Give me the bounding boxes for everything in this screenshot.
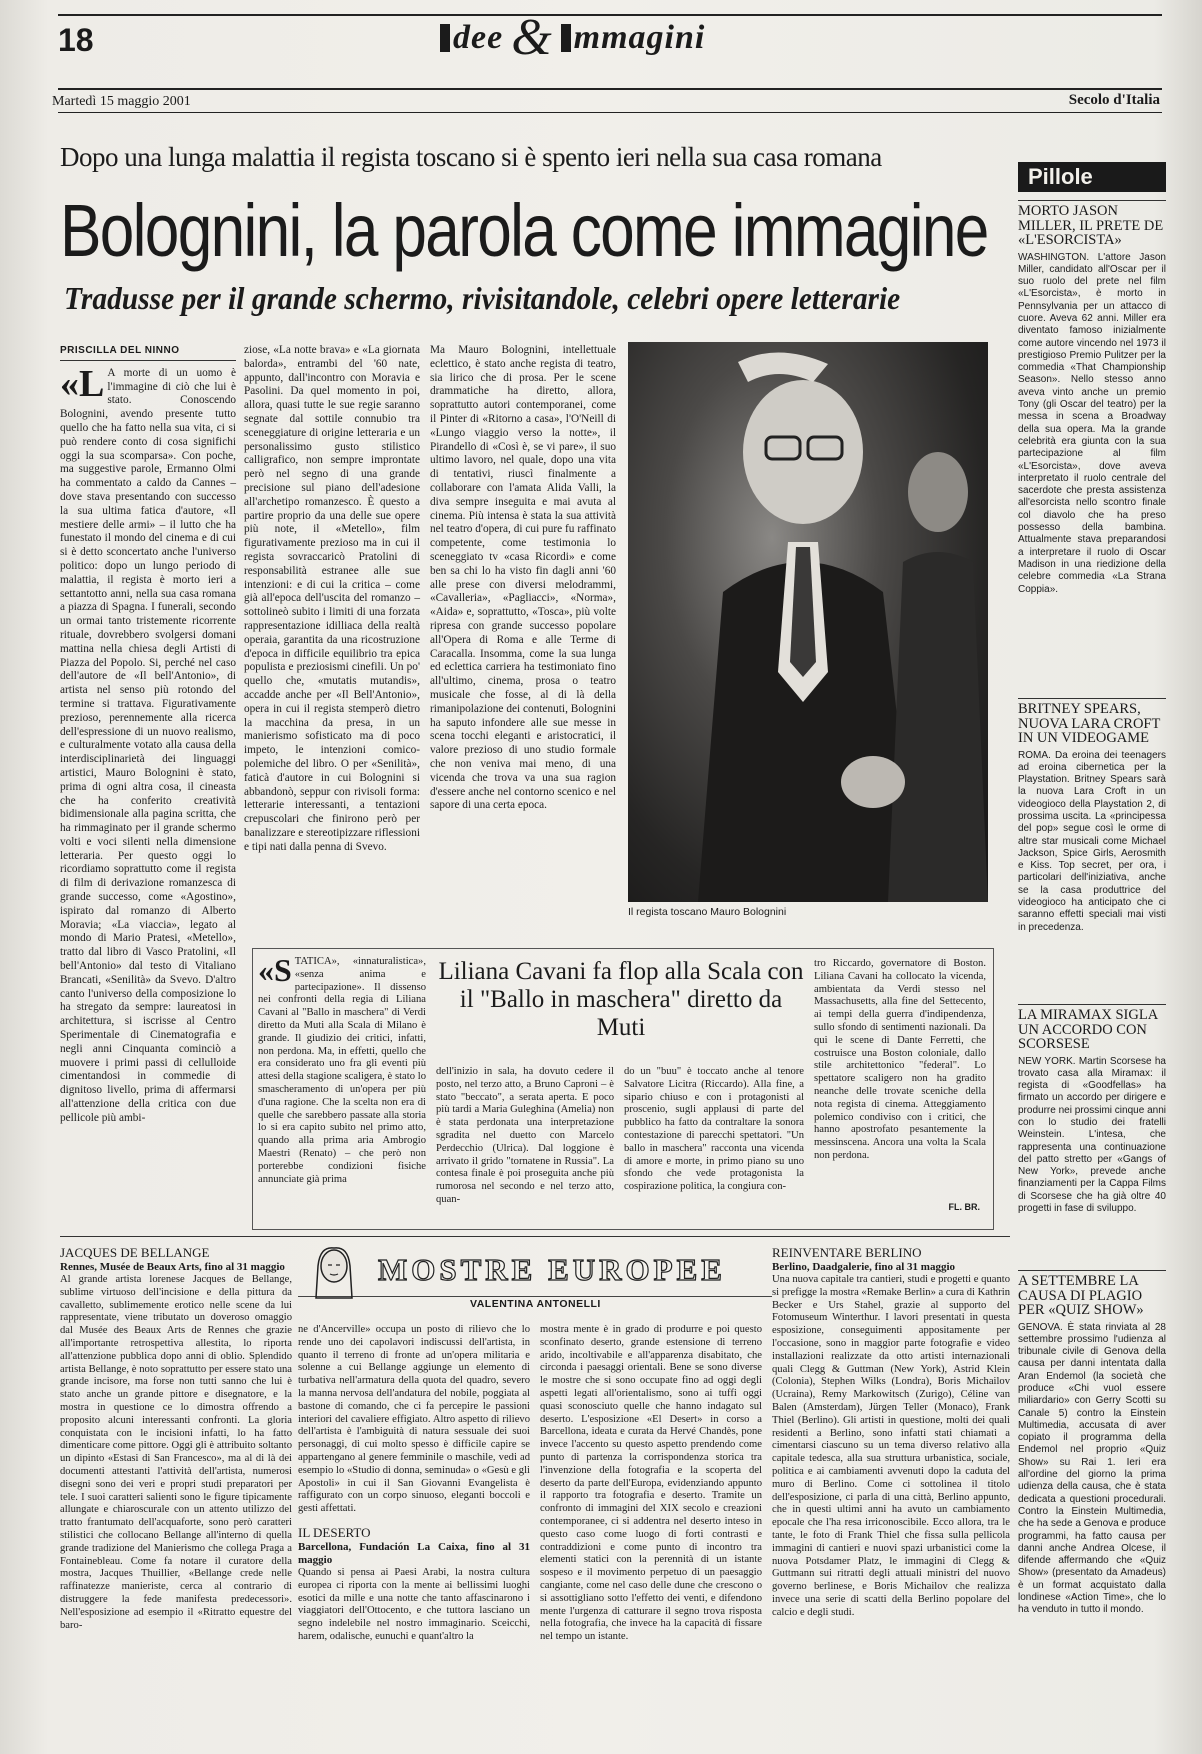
deserto-place: Barcellona, Fundación La Caixa, fino al 31 maggio (298, 1540, 530, 1566)
bellange-text-cont: ne d'Ancerville» occupa un posto di rilievo che lo rende uno dei capolavori indiscussi dell'artista, in quanto il terreno di fronte ad un'opera militaria e solenne a cui Bellange aggiunge un elemento di turbativa nell'armatura della quota del quadro, severo la manna nervosa dell'andatura del nobile, poggiata al bastone di comando, che ci fa percepire le passioni interiori del cavaliere effigiato. Altro aspetto di rilievo dell'artista è l'ambiguità di natura sessuale dei suoi personaggi, di cui molto spesso è difficile capire se appartengano al genere femminile o maschile, vedi ad esempio lo «Studio di donna, seminuda» o «Gesù e gli Apostoli» in cui il San Giovanni Evangelista è raffigurato con un corpo sinuoso, eleganti boccoli e gesti affettati. (298, 1324, 530, 1515)
cavani-column-3 (624, 1066, 804, 1222)
article-col1-text: A morte di un uomo è l'immagine di ciò che lui è stato. Conoscendo Bolognini, avendo presente tutto quello che ha fatto nella sua vita, ci si può rendere conto di cosa significhi oggi la sua scomparsa». Con poche, ma suggestive parole, Ermanno Olmi ha commentato a caldo da Cannes – dove stava presentando con successo la sua ultima fatica d'autore, «Il mestiere delle armi» – il lutto che ha funestato il mondo del cinema e di cui si è detto sconcertato anche l'universo politico: dopo un lungo periodo di malattia, il regista è morto ieri a settantotto anni, nella sua casa romana a piazza di Spagna. I funerali, secondo un ormai tanto tristemente ricorrente rituale, dovrebbero svolgersi domani mattina nella chiesa degli Artisti di Piazza del Popolo. Si, perché nel caso dell'autore de «Il bell'Antonio», di artista nel senso più rotondo del termine si trattava. Figurativamente prezioso, perennemente alla ricerca dell'espressione di un nuovo realismo, e culturalmente votato alla causa della interdisciplinarietà dei linguaggi artistici, Mauro Bolognini è stato, prima di ogni altra cosa, il cineasta che ha conferito creatività bidimensionale alla pagina scritta, che ha rimmaginato per il grande schermo volti e voci silenti nella dimensione letteraria. Per questo oggi lo ricordiamo soprattutto come il regista di film di derivazione romanzesca di grande successo, come «Agostino», ispirato dal romanzo di Alberto Moravia; «La viaccia», legato al mondo di Mario Pratesi, «Metello», tratto dal libro di Vasco Pratolini, «Il bell'Antonio» dal testo di Vitaliano Brancati, «Senilità» da Svevo. D'altro canto l'universo della composizione lo ha stregato da sempre: laureatosi in architettura, si iscrisse al Centro Sperimentale di Cinematografia e negli anni Cinquanta cominciò a muovere i primi passi di cellulloide cimentandosi in commedie di dignitoso livello, prima di affermarsi all'attenzione della critica con due pellicole più ambi- (60, 366, 236, 1124)
article-column-2 (244, 344, 420, 942)
mostre-rule (60, 1236, 1010, 1237)
article-column-3 (430, 344, 616, 920)
berlino-place: Berlino, Daadgalerie, fino al 31 maggio (772, 1261, 956, 1273)
cavani-signature: FL. BR. (948, 1202, 980, 1212)
pillole-header: Pillole (1018, 162, 1166, 192)
sidebar-item-title: BRITNEY SPEARS, NUOVA LARA CROFT IN UN VIDEOGAME (1018, 698, 1166, 746)
header-rule (58, 88, 1162, 90)
sidebar-item-text: WASHINGTON. L'attore Jason Miller, candidato all'Oscar per il suo ruolo del prete nel film «L'Esorcista», è morto in Pennsylvania per un attacco di cuore. Aveva 62 anni. Miller era diventato famoso inizialmente come autore vincendo nel 1973 il prestigioso Premio Pulitzer per la commedia «That Championship Season». Nello stesso anno aveva vinto anche un premio Tony (gli Oscar del teatro) per la messa in scena a Broadway della sua opera. Ma la grande celebrità era giunta con la sua partecipazione al film «L'Esorcista», dove aveva interpretato il ruolo centrale del sacerdote che presta assistenza all'esorcista nello scontro finale col diavolo che ha preso possesso della bambina. Attualmente stava preparandosi a interpretare il ruolo di Oscar Madison in una riedizione della celebre commedia «La Strana Coppia». (1018, 251, 1166, 595)
berlino-title: REINVENTARE BERLINO (772, 1245, 922, 1260)
article-headline: Bolognini, la parola come immagine (60, 189, 988, 272)
mona-lisa-icon (304, 1244, 364, 1300)
date-rule (58, 112, 1162, 113)
mostre-column-1 (60, 1246, 292, 1746)
bolognini-photo (628, 342, 988, 902)
section-initial-bar (440, 24, 450, 52)
deserto-text-cont: mostra mente è in grado di produrre e poi questo sconfinato deserto, grande estensione di terreno arido, incoltivabile e all'apparenza disabitato, che circonda i paesaggi orientali. Bene se sono diverse le mostre che si sono occupate fino ad oggi degli aspetti legati all'orientalismo, sono ai tuffi oggi quasi sconosciuto quelle che hanno indagato sul deserto. L'esposizione «El Desert» in corso a Barcellona, ideata e curata da Hervé Chandès, pone invece l'accento su questo aspetto prendendo come punto di partenza la corrispondenza storica tra l'invenzione della fotografia e la scoperta del deserto da parte dell'Europa, evidenziando appunto il rapporto tra fotografia e deserto. Tramite un confronto di immagini del XIX secolo e creazioni contemporanee, ci si addentra nel deserto inteso in questo caso come luogo di forti contrasti e contraddizioni e come punto di incontro tra elementi statici con la perennità di un istante sospeso e il movimento perpetuo di un paesaggio cangiante, come nel caso delle dune che crescono o si assottigliano sotto l'effetto dei venti, e difendono mente l'urgenza di catturare il segno trova risposta nella fotografia, che invece ha la capacità di fissare nel tempo un istante. (540, 1324, 762, 1643)
section-title-part1: dee (453, 19, 504, 56)
bellange-place: Rennes, Musée de Beaux Arts, fino al 31 maggio (60, 1261, 285, 1273)
mostre-author: VALENTINA ANTONELLI (470, 1298, 601, 1310)
sidebar-item-title: A SETTEMBRE LA CAUSA DI PLAGIO PER «QUIZ SHOW» (1018, 1270, 1166, 1318)
sidebar-item-title: LA MIRAMAX SIGLA UN ACCORDO CON SCORSESE (1018, 1004, 1166, 1052)
newspaper-name: Secolo d'Italia (1068, 92, 1160, 108)
page-number: 18 (58, 22, 94, 58)
sidebar-item (1018, 1004, 1166, 1264)
mostre-column-3 (540, 1324, 762, 1746)
sidebar-item (1018, 698, 1166, 998)
section-title-amp: & (511, 9, 553, 66)
article-dropcap: «L (60, 362, 105, 405)
cavani-col1-text: TATICA», «innaturalistica», «senza anima e partecipazione». Il dissenso nei confronti della regia di Liliana Cavani al "Ballo in maschera" di Verdi diretto da Muti alla Scala di Milano è grande. Il giudizio dei critici, infatti, non perdona. Ma, in effetti, quello che era considerato uno fra gli eventi più attesi della stagione scaligera, è stato lo smascheramento di un'opera per più d'una ragione. Che la scelta non era di quelle che sarebbero passate alla storia lo si era capito subito nel primo atto, quando alla prima aria Ambrogio Maestri (Renato) – che però non porterebbe condizioni fisiche annunciate già prima (258, 956, 426, 1185)
sidebar-item (1018, 200, 1166, 690)
mostre-column-4 (772, 1246, 1010, 1746)
article-col2-text: ziose, «La notte brava» e «La giornata balorda», entrambi del '60 nate, appunto, dall'incontro con Moravia e Pasolini. Da quel momento in poi, allora, quasi tutte le sue regie saranno segnate dal sottile connubio tra sceneggiature di origine letteraria e un personalissimo gusto stilistico calligrafico, non sempre improntate però nel segno di una grande precisione sul piano dell'adesione all'archetipo romanzesco. È questo a partire proprio da una delle sue opere più note, il «Metello», film figurativamente prezioso ma in cui il regista sovraccaricò Pratolini di responsabilità estranee alle sue intenzioni: e di cui la critica – come già all'epoca dell'uscita del romanzo – sottolineò subito i limiti di una forzata rappresentazione idilliaca della realtà operaia, garantita da una ricostruzione d'epoca in difficile equilibrio tra epica populista e preziosismi cinefili. Un po' quello che, «mutatis mutandis», accadde anche per «Il Bell'Antonio», opera in cui il regista stemperò dietro la macchina da presa, in un manierismo sofisticato ma di poco impeto, le intenzioni comico-polemiche del libro. O per «Senilità», faticà d'autore in cui Bolognini si abbandonò, seppur con rivisoli forma: letterarie interessanti, a tentazioni crepuscolari che finirono però per banalizzare e stereotipizzare riflessioni e tipi nati dalla penna di Svevo. (244, 344, 420, 853)
portrait-head (743, 380, 863, 524)
sidebar-item-text: ROMA. Da eroina dei teenagers ad eroina cibernetica per la Playstation. Britney Spears sarà la nuova Lara Croft in un videogioco della Playstation 2, di prossima uscita. La «principessa del pop» segue così le orme di altre star musicali come Michael Jackson, Spice Girls, Aerosmith e Kiss. Top secret, per ora, i particolari dell'iniziativa, anche se la casa produttrice del videogioco ha anticipato che ci saranno effetti speciali mai visti in precedenza. (1018, 749, 1166, 933)
cavani-col3-text: do un "buu" è toccato anche al tenore Salvatore Licitra (Riccardo). Alla fine, a sipario chiuso e con i protagonisti al proscenio, sugli applausi di parte del pubblico ha fatto da contraltare la sonora contestazione di parecchi spettatori. "Un ballo in maschera" racconta una vicenda di amore e morte, in primo piano su uno sfondo che vede protagonista la cospirazione politica, la congiura con- (624, 1066, 804, 1193)
sidebar-item (1018, 1270, 1166, 1750)
section-title (440, 8, 705, 67)
article-col3-text: Ma Mauro Bolognini, intellettuale eclettico, è stato anche regista di teatro, sia lirico che di prosa. Per le scene drammatiche ha diretto, allora, soprattutto autori contemporanei, come il Pinter di «Ritorno a casa», l'O'Neill di «Lungo viaggio verso la notte», il Pirandello di «Così è, se vi pare», il suo ultimo lavoro, nel quale, dopo una vita di tentativi, riuscì finalmente a collaborare con l'amata Alida Valli, la diva sempre inseguita e mai avuta al cinema. Più intensa è stata la sua attività nel teatro d'opera, di cui pure fu raffinato competente, come testimonia lo sceneggiato tv «casa Ricordi» e come ben sa chi lo ha visto fin dagli anni '60 alle prese con diversi melodrammi, «Cavalleria», «Pagliacci», «Norma», «Aida» e, soprattutto, «Tosca», più volte ripresa con grande successo popolare all'Opera di Roma e alle Terme di Caracalla. Insomma, come la sua lunga ed eclettica carriera ha testimoniato fino all'ultimo, cinema, prosa o teatro musicale che fosse, al di là della rimanipolazione dei contenuti, Bolognini ha saputo infondere alle sue messe in scena tocchi eleganti e aristocratici, il valore prezioso di uno studio formale che non veniva mai meno, di una vicenda che trova va una sua ragion d'essere anche nel contorno scenico e nel sapore di una certa epoca. (430, 344, 616, 812)
article-kicker: Dopo una lunga malattia il regista toscano si è spento ieri nella sua casa romana (60, 142, 882, 172)
mostre-title: MOSTRE EUROPEE (378, 1252, 726, 1287)
section-title-part2: mmagini (573, 19, 706, 56)
cavani-column-4 (814, 958, 986, 1198)
portrait-hand (841, 756, 905, 808)
cavani-dropcap: «S (258, 952, 292, 988)
issue-date: Martedì 15 maggio 2001 (52, 94, 191, 109)
photo-figure (628, 342, 988, 902)
deserto-title: IL DESERTO (298, 1524, 371, 1540)
article-subhead: Tradusse per il grande schermo, rivisitandole, celebri opere letterarie (64, 280, 901, 316)
article-column-1 (60, 344, 236, 1124)
background-man-head (908, 452, 968, 532)
cavani-col4-text: tro Riccardo, governatore di Boston. Liliana Cavani ha collocato la vicenda, ambientata da Verdi stesso nel Massachusetts, alla fine del Settecento, ai tempi della guerra d'indipendenza, sullo sfondo di sentimenti nazionali. Da qui le scene di Dante Ferretti, che costruisce una Boston coloniale, dallo stile architettonico "federal". Lo spettatore scaligero non ha gradito neanche delle trovate sceniche della nota regista di cinema. Atteggiamento polemico condiviso con i critici, che hanno apostrofato pesantemente la messinscena. Ancora una volta la Scala non perdona. (814, 958, 986, 1161)
cavani-col2-text: dell'inizio in sala, ha dovuto cedere il posto, nel terzo atto, a Bruno Caproni – è stato "beccato", a serata aperta. E poco più tardi a Maria Guleghina (Amelia) non è stata perdonata una interpretazione sgradita nel duetto con Marcelo Perdecchio (Ulrica). Dal loggione è arrivato il grido "tornatene in Russia". La contesa finale è poi proseguita anche più rumorosa nel secondo e nel terzo atto, quan- (436, 1066, 614, 1205)
cavani-title: Liliana Cavani fa flop alla Scala con il "Ballo in maschera" diretto da Muti (438, 958, 804, 1041)
sidebar-item-text: GENOVA. È stata rinviata al 28 settembre prossimo l'udienza al tribunale civile di Genova della causa per danni intentata dalla Aran Endemol (la società che produce «Chi vuol essere miliardario» con Gerry Scotti su Canale 5) contro la Einstein Multimedia, accusata di aver copiato il programma della Endemol nel proprio «Quiz Show» su Rai 1. Ieri era all'ordine del giorno la prima udienza della causa, che è stata dedicata a questioni procedurali. Contro la Einstein Multimedia, che ha sede a Genova e produce programmi, ha fatto causa per danni anche Andrea Olcese, il difende affermando che «Quiz Show» (presentato da Amadeus) è un format acquistato dalla londinese «Action Time», che lo ha venduto in tutto il mondo. (1018, 1321, 1166, 1616)
bellange-title: JACQUES DE BELLANGE (60, 1245, 210, 1260)
deserto-text: Quando si pensa ai Paesi Arabi, la nostra cultura europea ci riporta con la mente ai bellissimi luoghi esotici da mille e una notte che tanto affascinarono i viaggiatori dell'Ottocento, e che tuttora lasciano un segno indelebile nel nostro immaginario. Sceicchi, harem, odalische, eunuchi e quant'altro la (298, 1566, 530, 1642)
cavani-column-2 (436, 1066, 614, 1222)
sidebar-item-text: NEW YORK. Martin Scorsese ha trovato casa alla Miramax: il regista di «Goodfellas» ha firmato un accordo per dirigere e produrre nei prossimi cinque anni con lo studio dei fratelli Weinstein. L'intesa, che rappresenta una continuazione del patto stretto per «Gangs of New York», prevede anche finanziamenti per la Cappa Films di Scorsese che ha già oltre 40 progetti in fase di sviluppo. (1018, 1055, 1166, 1215)
bellange-text: Al grande artista lorenese Jacques de Bellange, sublime virtuoso dell'incisione e della pittura da cavalletto, sublimemente erotico nelle scene da lui rappresentate, viene tributato un doveroso omaggio dal Musée des Beaux Arts de Rennes che grazie all'importante retrospettiva allestita, lo riporta all'attenzione pubblica dopo anni di oblio. Splendido artista Bellange, è noto soprattutto per essere stato una grande incisore, ma forse non tutti sanno che lui è stato anche un grande pittore e disegnatore, e la mostra in questione ce lo dimostra offrendo a proposito alcuni interessanti confronti. La gloria conquistata con le incisioni infatti, lo ha fatto dimenticare come pittore. Oggi gli è attribuito soltanto un dipinto «Estasi di San Francesco», ma al di là dei documenti attestanti l'attività dell'artista, numerosi disegni sono dei veri e propri studi preparatori per tele. I suoi caratteri salienti sono le figure tipicamente allungate e chiaroscurale con un attento utilizzo del tratto frantumato dell'acquaforte, sono però caratteri stilistici che collocano Bellange all'interno di quella grande tradizione del Manierismo che collega Praga a Fontainebleau. Come fa notare il curatore della mostra, Jacques Thuillier, «Bellange crede nelle raffinatezze manieriste, cerca al contrario di distruggere la fede manifesta predecessori». Nell'esposizione ad esempio il «Ritratto equestre del baro- (60, 1274, 292, 1631)
berlino-text: Una nuova capitale tra cantieri, studi e progetti e quanto si prefigge la mostra «Remake Berlin» a cura di Kathrin Becker e Urs Stahel, grazie al supporto del Fotomuseum Winterthur. I lavori presentati in questa esposizione, conseguimenti appositamente per l'occasione, sono in maggior parte fotografie e video installazioni realizzate da otto artisti internazionali quali Clegg & Guttman (New York), Astrid Klein (Colonia), Stephen Wilks (Londra), Boris Michailov (Ucraina), Remy Markowitsch (Zurigo), Céline van Balen (Amsterdam), Jürgen Teller (Monaco), Frank Thiel (Berlino). Gli artisti in questione, molti dei quali residenti a Berlino, sono infatti stati chiamati a cimentarsi ciascuno su un tema diverso relativo alla capitale tedesca, alla sua struttura urbanistica, sociale, politica e ai cambiamenti avvenuti dopo la caduta del muro di Berlino. Come ci sottolinea il titolo dell'esposizione, ci parla di una città, Berlino appunto, che in questi ultimi anni ha avuto un cambiamento epocale che l'ha resa irriconoscibile. Ecco allora, tra le tante, le foto di Frank Thiel che fissa sulla pellicola immagini di cantieri e nuovi spazi urbanistici come la nuova Potsdamer Platz, le immagini di Clegg & Guttmann sui ritratti degli attuali ministri del nuovo governo berlinese, e Boris Michailov che realizza invece una serie di scatti della Berlino popolare del calcio e degli studi. (772, 1274, 1010, 1618)
article-byline: PRISCILLA DEL NINNO (60, 344, 236, 361)
sidebar-item-title: MORTO JASON MILLER, IL PRETE DE «L'ESORCISTA» (1018, 200, 1166, 248)
mostre-column-2 (298, 1324, 530, 1746)
photo-caption: Il regista toscano Mauro Bolognini (628, 906, 787, 918)
cavani-column-1 (258, 952, 426, 1222)
section-initial-bar-2 (561, 24, 571, 52)
